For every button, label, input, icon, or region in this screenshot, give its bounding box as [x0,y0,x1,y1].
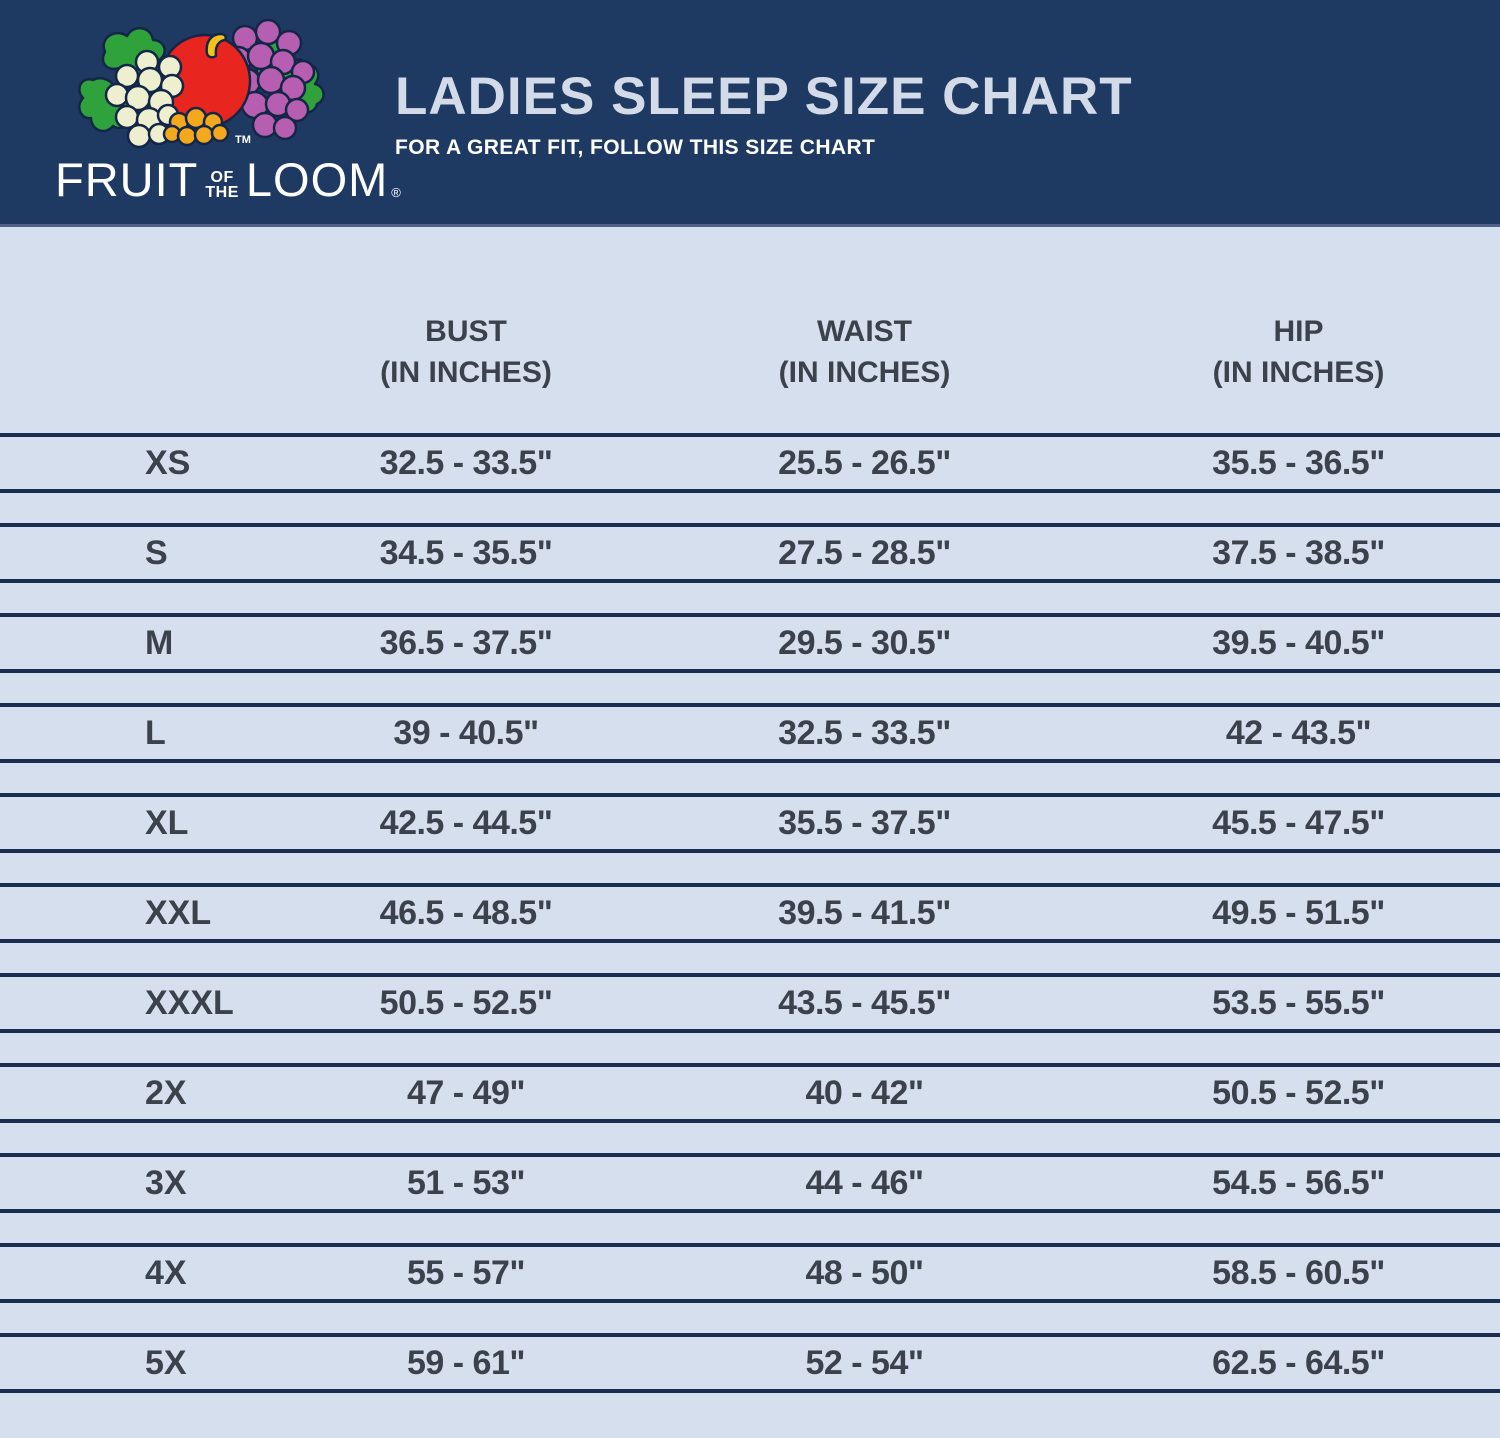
size-label: S [145,533,168,572]
bust-value: 50.5 - 52.5" [379,983,553,1022]
waist-value: 52 - 54" [805,1343,924,1382]
table-row-l [0,703,1500,763]
trademark-label: TM [235,134,251,146]
waist-value: 39.5 - 41.5" [778,893,951,932]
bust-value: 51 - 53" [407,1163,525,1202]
table-row-4x [0,1243,1500,1303]
bust-value: 55 - 57" [407,1253,525,1292]
bust-value: 42.5 - 44.5" [379,803,553,842]
size-label: 3X [145,1163,187,1202]
bust-value: 36.5 - 37.5" [379,623,553,662]
table-row-m [0,613,1500,673]
wordmark-fruit: FRUIT [55,153,199,206]
size-label: 5X [145,1343,187,1382]
wordmark-of: OF [210,168,234,186]
fruit-cluster-icon [75,10,330,155]
waist-value: 25.5 - 26.5" [778,443,951,482]
table-row-5x [0,1333,1500,1393]
table-row-xl [0,793,1500,853]
hip-value: 53.5 - 55.5" [1212,983,1385,1022]
size-label: XXXL [145,983,234,1022]
bust-value: 32.5 - 33.5" [379,443,553,482]
table-row-xxxl [0,973,1500,1033]
table-row-s [0,523,1500,583]
size-label: M [145,623,174,662]
hip-value: 62.5 - 64.5" [1212,1343,1385,1382]
brand-header [0,0,1500,227]
hip-value: 50.5 - 52.5" [1212,1073,1385,1112]
bust-value: 46.5 - 48.5" [379,893,553,932]
page-title: LADIES SLEEP SIZE CHART [395,67,1133,126]
hip-value: 35.5 - 36.5" [1212,443,1385,482]
hip-value: 45.5 - 47.5" [1212,803,1385,842]
table-row-xs [0,433,1500,493]
wordmark-the: THE [205,183,239,201]
waist-value: 48 - 50" [805,1253,924,1292]
waist-value: 27.5 - 28.5" [778,533,951,572]
page-subtitle: FOR A GREAT FIT, FOLLOW THIS SIZE CHART [395,136,876,159]
bust-value: 34.5 - 35.5" [379,533,553,572]
berries-icon [164,108,228,145]
waist-value: 35.5 - 37.5" [778,803,951,842]
hip-value: 58.5 - 60.5" [1212,1253,1385,1292]
size-table [0,227,1500,1393]
size-label: 4X [145,1253,187,1292]
fruit-of-the-loom-wordmark [55,153,401,206]
size-label: 2X [145,1073,187,1112]
bust-column-header: BUST (IN INCHES) [380,315,552,389]
hip-value: 49.5 - 51.5" [1212,893,1385,932]
size-column-header [0,311,300,393]
hip-value: 42 - 43.5" [1225,713,1372,752]
hip-value: 37.5 - 38.5" [1212,533,1385,572]
size-label: XS [145,443,191,482]
wordmark-loom: LOOM [245,153,389,206]
size-label: XXL [145,893,212,932]
bust-value: 39 - 40.5" [393,713,539,752]
waist-value: 32.5 - 33.5" [778,713,951,752]
hip-value: 54.5 - 56.5" [1212,1163,1385,1202]
hip-value: 39.5 - 40.5" [1212,623,1385,662]
waist-value: 44 - 46" [805,1163,924,1202]
waist-value: 29.5 - 30.5" [778,623,951,662]
table-row-3x [0,1153,1500,1213]
waist-value: 43.5 - 45.5" [778,983,951,1022]
registered-mark: ® [391,185,401,200]
table-row-xxl [0,883,1500,943]
waist-column-header: WAIST (IN INCHES) [778,315,951,389]
size-label: XL [145,803,189,842]
size-label: L [145,713,166,752]
hip-column-header: HIP (IN INCHES) [1212,315,1385,389]
waist-value: 40 - 42" [805,1073,924,1112]
table-row-2x [0,1063,1500,1123]
bust-value: 47 - 49" [407,1073,525,1112]
bust-value: 59 - 61" [407,1343,525,1382]
table-body [0,433,1500,1393]
table-header-row [0,227,1500,433]
wordmark-of-the [205,170,239,200]
header-title-block [395,67,1133,159]
